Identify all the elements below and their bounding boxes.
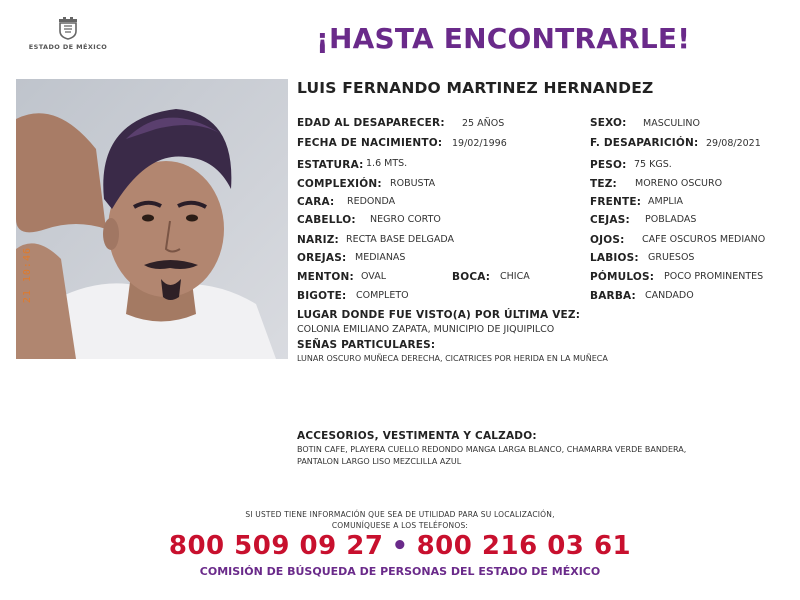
last-seen-value: COLONIA EMILIANO ZAPATA, MUNICIPIO DE JIQUIPILCO [297,324,555,335]
field-tez [590,178,617,190]
field-labios [590,252,639,264]
bigote-label: BIGOTE: [297,290,347,302]
sexo-value: MASCULINO [643,118,700,129]
field-nacimiento [297,137,442,149]
frente-value: AMPLIA [648,196,684,207]
field-sexo [590,117,627,129]
field-bigote [297,290,346,302]
complexion-value: ROBUSTA [390,178,436,189]
phone-numbers [0,531,800,561]
cejas-label: CEJAS: [590,214,630,226]
field-orejas [297,252,346,264]
labios-label: LABIOS: [590,252,639,264]
pomulos-value: POCO PROMINENTES [664,271,764,282]
tez-label: TEZ: [590,178,617,190]
commission-name: COMISIÓN DE BÚSQUEDA DE PERSONAS DEL ESTADO DE MÉXICO [199,565,601,578]
last-seen-label: LUGAR DONDE FUE VISTO(A) POR ÚLTIMA VEZ: [297,309,581,321]
field-cabello [297,214,356,226]
barba-label: BARBA: [590,290,636,302]
cara-label: CARA: [297,196,335,208]
phone-separator: • [391,531,409,561]
ojos-value: CAFE OSCUROS MEDIANO [642,234,766,245]
sexo-label: SEXO: [590,117,627,129]
peso-label: PESO: [590,159,627,171]
person-name: LUIS FERNANDO MARTINEZ HERNANDEZ [297,79,654,97]
field-cejas [590,214,630,226]
cejas-value: POBLADAS [645,214,697,225]
bigote-value: COMPLETO [356,290,409,301]
field-desaparicion [590,137,698,149]
boca-value: CHICA [500,271,530,282]
ojos-label: OJOS: [590,234,625,246]
nacimiento-value: 19/02/1996 [452,138,507,149]
person-photo-illustration [16,79,288,359]
barba-value: CANDADO [645,290,694,301]
headline: ¡HASTA ENCONTRARLE! [316,22,691,55]
pomulos-label: PÓMULOS: [590,271,655,283]
nariz-value: RECTA BASE DELGADA [346,234,455,245]
field-frente [590,196,641,208]
field-pomulos [590,271,654,283]
edad-value: 25 AÑOS [462,118,505,129]
field-complexion [297,178,382,190]
desaparicion-label: F. DESAPARICIÓN: [590,137,699,149]
nariz-label: NARIZ: [297,234,339,246]
field-boca [452,271,490,283]
nacimiento-label: FECHA DE NACIMIENTO: [297,137,443,149]
clothing-line-1: BOTIN CAFE, PLAYERA CUELLO REDONDO MANGA LARGA BLANCO, CHAMARRA VERDE BANDERA, [297,445,687,454]
marks-label: SEÑAS PARTICULARES: [297,339,436,351]
field-cara [297,196,334,208]
frente-label: FRENTE: [590,196,642,208]
field-estatura [297,159,364,171]
estatura-label: ESTATURA: [297,159,364,171]
field-ojos [590,234,625,246]
info-line-1: SI USTED TIENE INFORMACIÓN QUE SEA DE UTILIDAD PARA SU LOCALIZACIÓN, [245,510,555,519]
labios-value: GRUESOS [648,252,695,263]
phone-2[interactable]: 800 216 03 61 [416,531,632,561]
clothing-label: ACCESORIOS, VESTIMENTA Y CALZADO: [297,430,537,442]
orejas-label: OREJAS: [297,252,347,264]
phone-1[interactable]: 800 509 09 27 [168,531,384,561]
boca-label: BOCA: [452,271,491,283]
tez-value: MORENO OSCURO [635,178,723,189]
field-edad [297,117,445,129]
complexion-label: COMPLEXIÓN: [297,178,382,190]
menton-value: OVAL [361,271,386,282]
estado-de-mexico-logo [18,16,118,58]
edad-label: EDAD AL DESAPARECER: [297,117,445,129]
estado-de-mexico-emblem-icon [57,16,79,40]
estatura-value: 1.6 MTS. [366,158,408,169]
field-peso [590,159,627,171]
menton-label: MENTON: [297,271,354,283]
info-line-2: COMUNÍQUESE A LOS TELÉFONOS: [331,521,469,530]
cabello-value: NEGRO CORTO [370,214,441,225]
footer-info [0,510,800,530]
orejas-value: MEDIANAS [355,252,406,263]
missing-person-photo [16,79,288,359]
logo-text: ESTADO DE MÉXICO [28,43,108,51]
cara-value: REDONDA [347,196,396,207]
desaparicion-value: 29/08/2021 [706,138,761,149]
field-nariz [297,234,339,246]
peso-value: 75 KGS. [634,159,672,170]
photo-timestamp: 21 10:46 [22,246,33,303]
field-barba [590,290,636,302]
field-menton [297,271,354,283]
cabello-label: CABELLO: [297,214,356,226]
marks-value: LUNAR OSCURO MUÑECA DERECHA, CICATRICES POR HERIDA EN LA MUÑECA [297,354,608,363]
clothing-line-2: PANTALON LARGO LISO MEZCLILLA AZUL [297,457,462,466]
